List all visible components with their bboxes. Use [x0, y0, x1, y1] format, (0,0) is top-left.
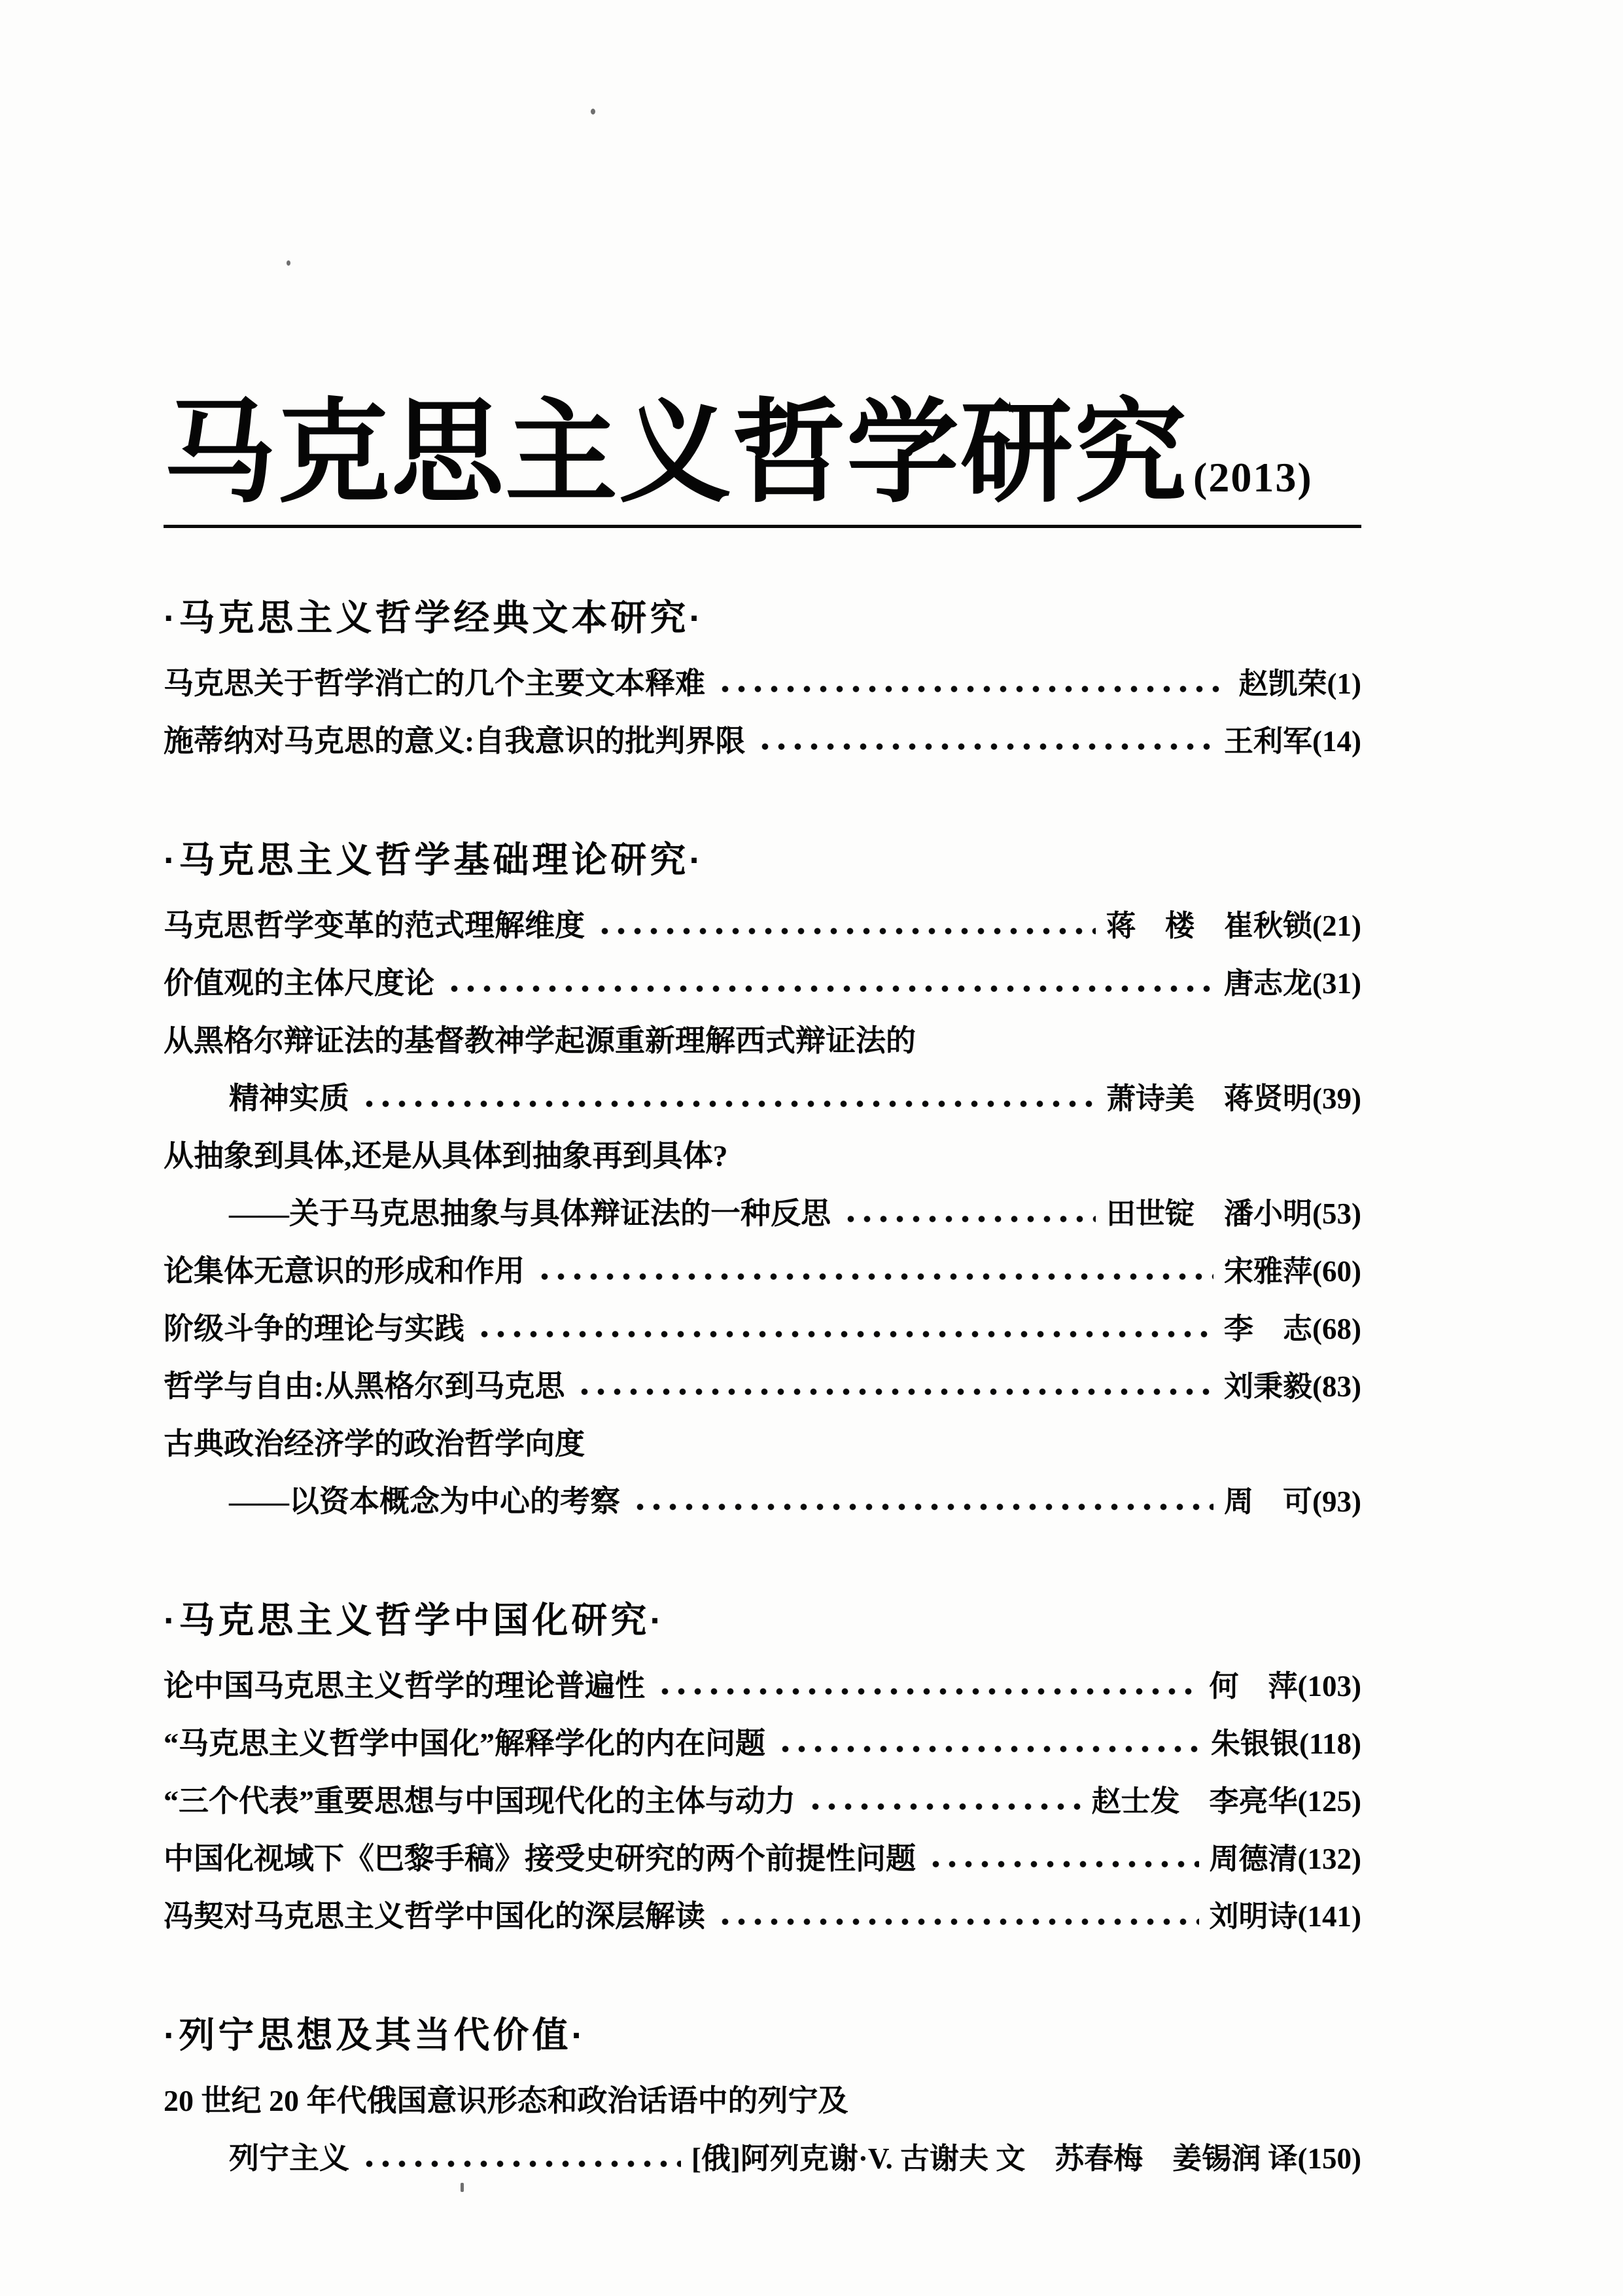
dot-leader — [777, 1740, 1200, 1757]
table-of-contents — [164, 595, 1361, 2187]
book-title — [164, 392, 1361, 516]
toc-entry — [164, 1830, 1361, 1888]
entry-author-page: 宋雅萍(60) — [1224, 1255, 1361, 1288]
section-rows — [164, 1657, 1361, 1945]
book-title-block — [164, 0, 1361, 528]
entry-author-page: 李 志(68) — [1224, 1313, 1361, 1345]
entry-title: 中国化视域下《巴黎手稿》接受史研究的两个前提性问题 — [164, 1842, 916, 1875]
toc-section — [164, 2012, 1361, 2187]
entry-title: 古典政治经济学的政治哲学向度 — [164, 1427, 585, 1460]
toc-entry — [164, 1070, 1361, 1127]
dot-leader — [476, 1326, 1213, 1343]
entry-title: 价值观的主体尺度论 — [164, 966, 434, 1000]
toc-entry — [164, 713, 1361, 770]
section-rows — [164, 655, 1361, 770]
section-rows — [164, 2072, 1361, 2187]
entry-title: 马克思哲学变革的范式理解维度 — [164, 909, 585, 942]
entry-title: 施蒂纳对马克思的意义:自我意识的批判界限 — [164, 724, 746, 758]
entry-title: ——关于马克思抽象与具体辩证法的一种反思 — [229, 1197, 831, 1230]
toc-entry — [164, 1300, 1361, 1358]
entry-title: 哲学与自由:从黑格尔到马克思 — [164, 1369, 565, 1403]
dot-leader — [576, 1383, 1213, 1400]
toc-entry — [164, 1243, 1361, 1300]
entry-author-page: 周德清(132) — [1209, 1843, 1361, 1875]
toc-section — [164, 595, 1361, 770]
entry-author-page: 刘明诗(141) — [1209, 1900, 1361, 1933]
dot-leader — [928, 1856, 1199, 1873]
toc-entry — [164, 655, 1361, 713]
scan-speck — [591, 109, 595, 115]
toc-section — [164, 1597, 1361, 1945]
scan-speck — [461, 2183, 464, 2192]
entry-title: 阶级斗争的理论与实践 — [164, 1312, 464, 1345]
entry-title: 从抽象到具体,还是从具体到抽象再到具体? — [164, 1139, 728, 1173]
entry-title: 马克思关于哲学消亡的几个主要文本释难 — [164, 667, 705, 700]
dot-leader — [536, 1268, 1213, 1285]
entry-author-page: 萧诗美 蒋贤明(39) — [1106, 1082, 1361, 1115]
entry-title: 论中国马克思主义哲学的理论普遍性 — [164, 1669, 645, 1703]
toc-entry — [164, 2072, 1361, 2130]
entry-title: 从黑格尔辩证法的基督教神学起源重新理解西式辩证法的 — [164, 1024, 916, 1057]
toc-entry — [164, 1185, 1361, 1243]
dot-leader — [843, 1210, 1096, 1227]
scan-speck — [287, 260, 290, 266]
toc-entry — [164, 1127, 1361, 1185]
entry-title: “三个代表”重要思想与中国现代化的主体与动力 — [164, 1784, 795, 1818]
toc-entry — [164, 2130, 1361, 2187]
book-title-text: 马克思主义哲学研究 — [164, 392, 1188, 516]
dot-leader — [807, 1798, 1081, 1815]
section-header: ·马克思主义哲学经典文本研究· — [164, 597, 705, 638]
toc-entry — [164, 1715, 1361, 1773]
section-header: ·列宁思想及其当代价值· — [164, 2015, 587, 2055]
toc-entry — [164, 955, 1361, 1012]
entry-title: “马克思主义哲学中国化”解释学化的内在问题 — [164, 1727, 765, 1760]
entry-title: 精神实质 — [229, 1082, 349, 1115]
dot-leader — [717, 680, 1229, 698]
dot-leader — [632, 1498, 1213, 1515]
dot-leader — [757, 738, 1213, 755]
entry-author-page: 蒋 楼 崔秋锁(21) — [1106, 910, 1361, 942]
entry-author-page: 王利军(14) — [1224, 725, 1361, 758]
toc-entry — [164, 1473, 1361, 1530]
dot-leader — [446, 980, 1213, 997]
entry-title: 冯契对马克思主义哲学中国化的深层解读 — [164, 1899, 705, 1933]
toc-entry — [164, 1657, 1361, 1715]
entry-title: ——以资本概念为中心的考察 — [229, 1485, 620, 1518]
toc-entry — [164, 1415, 1361, 1473]
section-rows — [164, 897, 1361, 1530]
entry-title: 论集体无意识的形成和作用 — [164, 1254, 525, 1288]
entry-author-page: 朱银银(118) — [1211, 1727, 1361, 1760]
dot-leader — [597, 923, 1096, 940]
section-header: ·马克思主义哲学基础理论研究· — [164, 839, 705, 880]
toc-entry — [164, 1773, 1361, 1830]
toc-entry — [164, 1358, 1361, 1415]
dot-leader — [717, 1913, 1199, 1930]
entry-author-page: 赵凯荣(1) — [1238, 667, 1361, 700]
dot-leader — [361, 1095, 1096, 1112]
book-title-year: (2013) — [1193, 454, 1313, 501]
entry-title: 20 世纪 20 年代俄国意识形态和政治话语中的列宁及 — [164, 2084, 848, 2117]
entry-author-page: 田世锭 潘小明(53) — [1106, 1197, 1361, 1230]
entry-author-page: 赵士发 李亮华(125) — [1091, 1785, 1361, 1818]
entry-author-page: 周 可(93) — [1224, 1485, 1361, 1518]
entry-author-page: 唐志龙(31) — [1224, 967, 1361, 1000]
entry-author-page: 何 萍(103) — [1209, 1670, 1361, 1703]
entry-author-page: 刘秉毅(83) — [1224, 1370, 1361, 1403]
toc-section — [164, 837, 1361, 1530]
dot-leader — [657, 1683, 1199, 1700]
dot-leader — [361, 2155, 681, 2172]
section-header: ·马克思主义哲学中国化研究· — [164, 1600, 665, 1640]
toc-entry — [164, 897, 1361, 955]
entry-author-page: [俄]阿列克谢·V. 古谢夫 文 苏春梅 姜锡润 译(150) — [691, 2142, 1361, 2175]
toc-entry — [164, 1012, 1361, 1070]
entry-title: 列宁主义 — [229, 2142, 349, 2175]
toc-entry — [164, 1888, 1361, 1945]
